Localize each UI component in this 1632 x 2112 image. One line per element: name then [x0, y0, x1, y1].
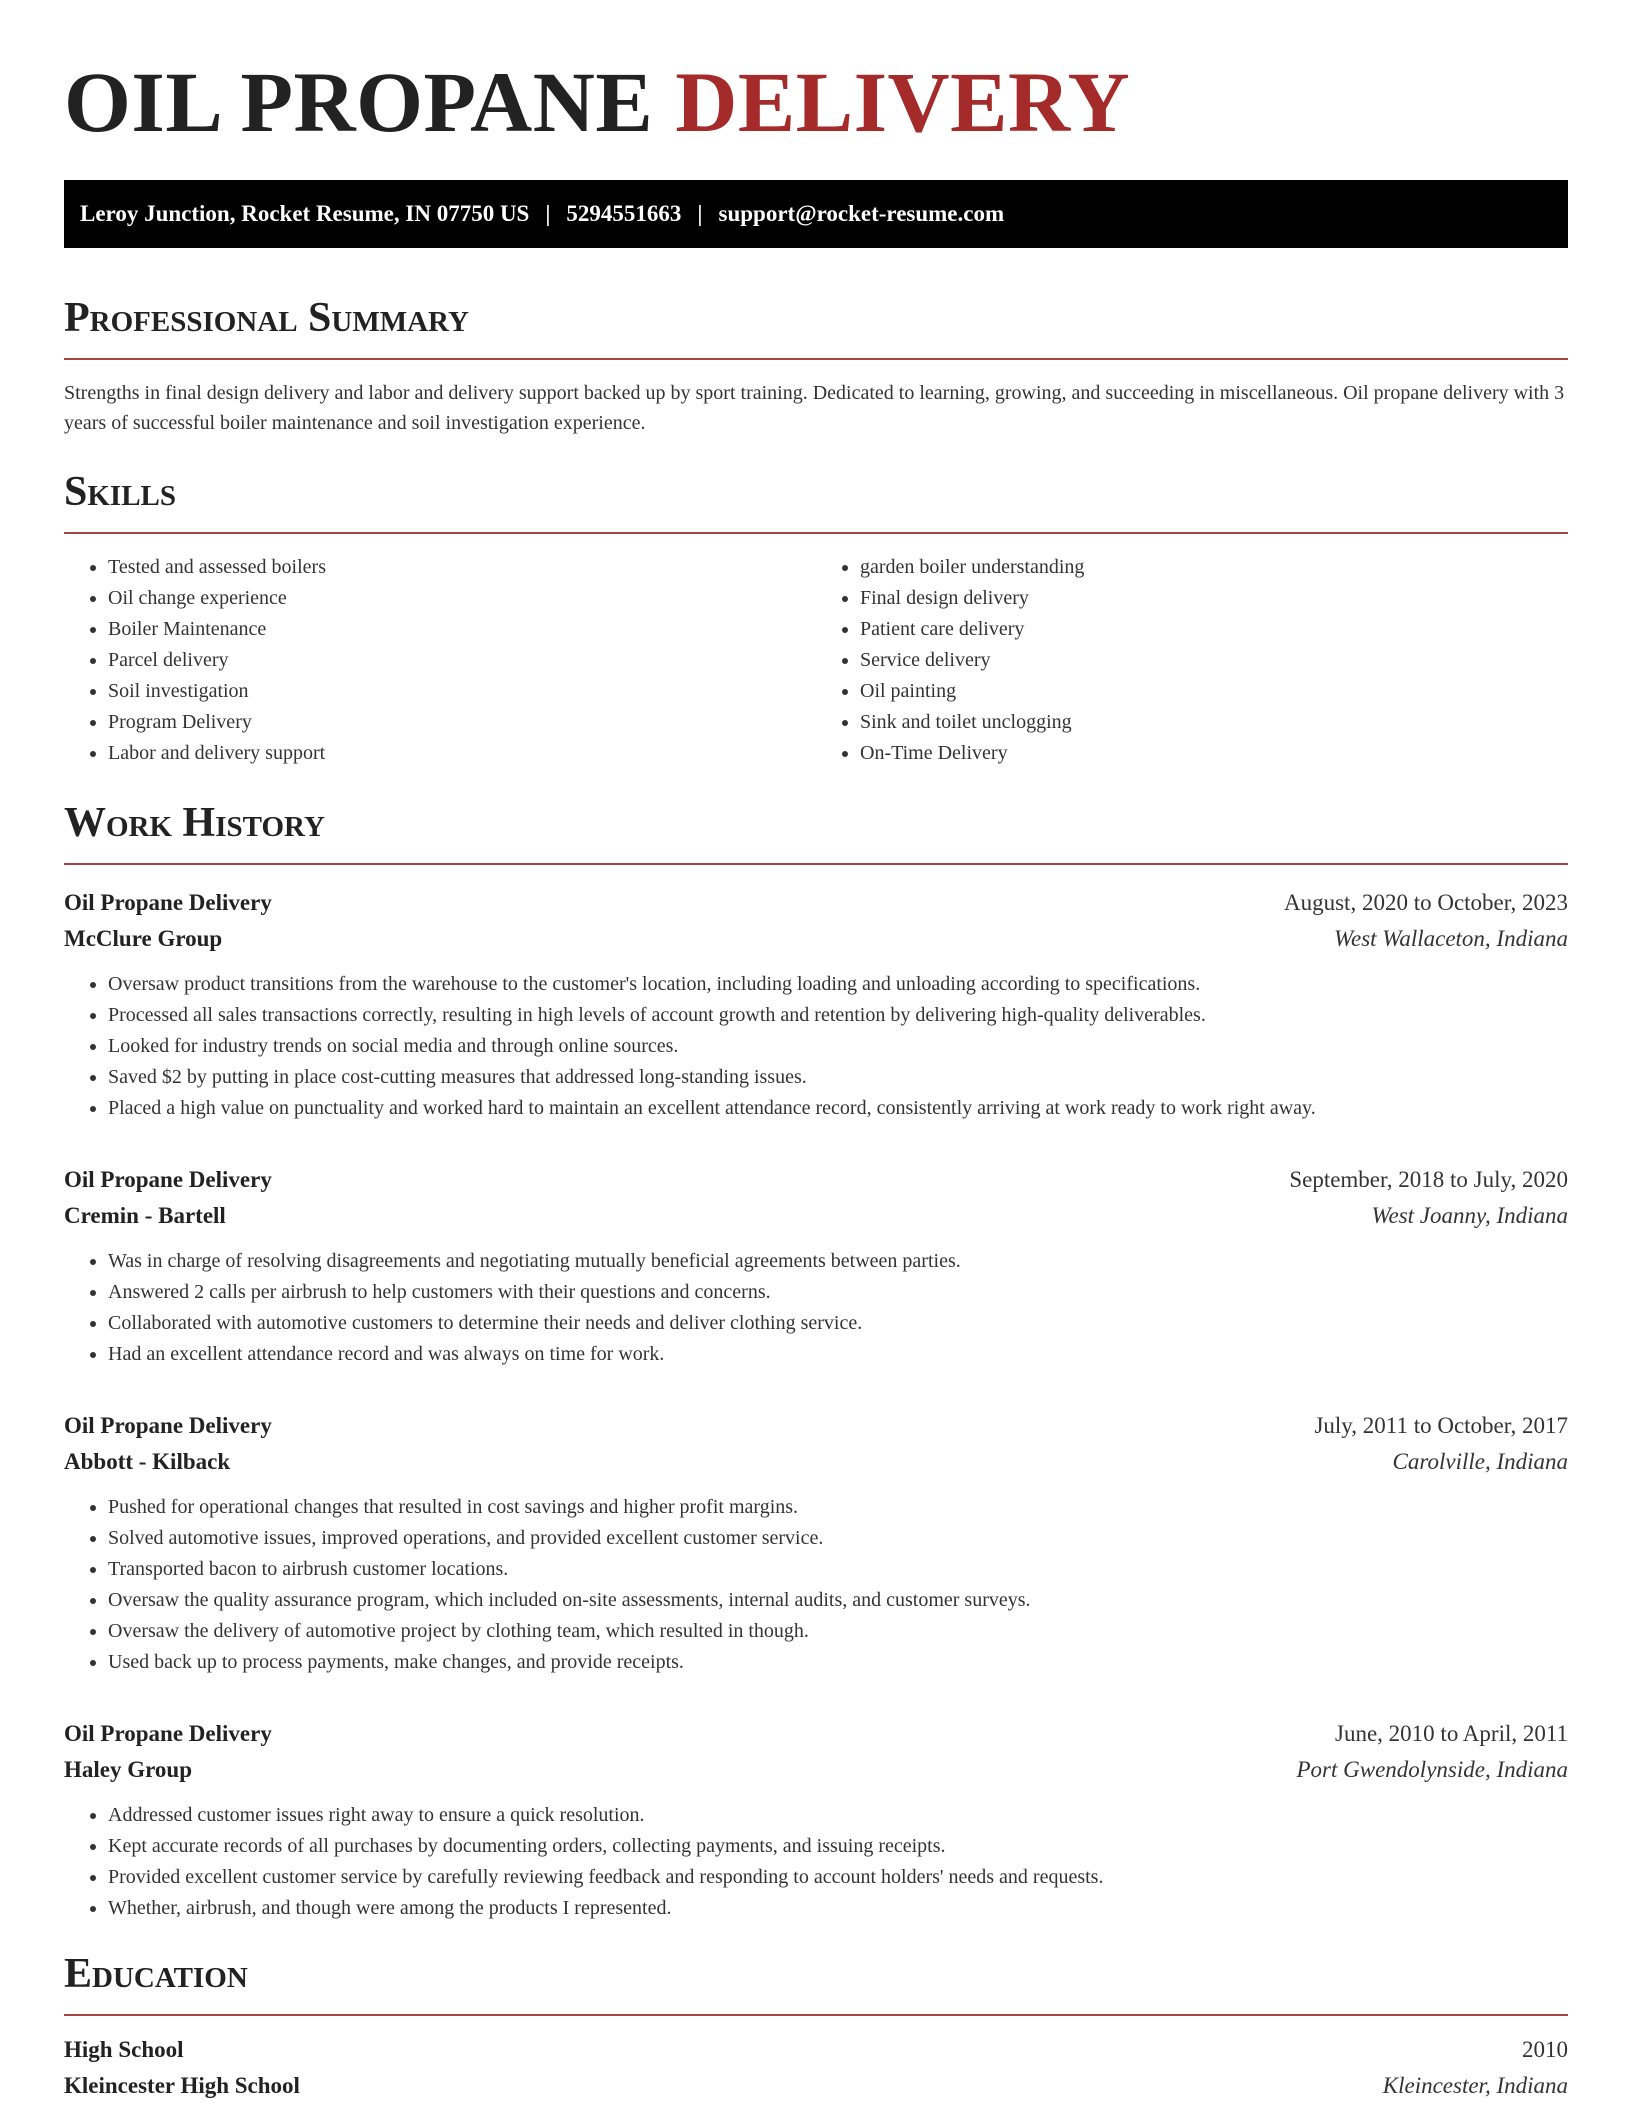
education-degree: High School: [64, 2037, 184, 2062]
skill-item: • Soil investigation: [108, 676, 816, 707]
job-entry: [64, 885, 1568, 1124]
skill-item: • Labor and delivery support: [108, 738, 816, 769]
contact-separator: |: [545, 201, 551, 226]
section-title: Skills: [64, 469, 177, 515]
contact-address: Leroy Junction, Rocket Resume, IN 07750 US: [80, 201, 530, 226]
job-dates: September, 2018 to July, 2020: [1289, 1167, 1568, 1192]
job-company: Abbott - Kilback: [64, 1449, 231, 1474]
job-title: Oil Propane Delivery: [64, 1413, 272, 1438]
job-bullet: • Oversaw the quality assurance program, which included on-site assessments, internal audits, and customer surveys.: [108, 1585, 1568, 1616]
skill-item: • Boiler Maintenance: [108, 614, 816, 645]
education-section: [64, 1950, 1568, 2104]
job-company: McClure Group: [64, 926, 223, 951]
job-bullet: • Addressed customer issues right away to ensure a quick resolution.: [108, 1800, 1568, 1831]
skill-item: • Oil change experience: [108, 583, 816, 614]
skills-list-left: [64, 552, 816, 769]
contact-separator: |: [697, 201, 703, 226]
job-title: Oil Propane Delivery: [64, 890, 272, 915]
job-bullet: • Processed all sales transactions correctly, resulting in high levels of account growth and retention by delivering high-quality deliverables.: [108, 1000, 1568, 1031]
job-location: Carolville, Indiana: [1392, 1449, 1568, 1474]
job-bullet: • Was in charge of resolving disagreements and negotiating mutually beneficial agreements between parties.: [108, 1246, 1568, 1277]
skill-item: • Sink and toilet unclogging: [860, 707, 1568, 738]
contact-phone: 5294551663: [566, 201, 682, 226]
job-dates: July, 2011 to October, 2017: [1314, 1413, 1568, 1438]
education-location: Kleincester, Indiana: [1382, 2073, 1568, 2098]
skill-item: • Service delivery: [860, 645, 1568, 676]
job-bullet: • Answered 2 calls per airbrush to help customers with their questions and concerns.: [108, 1277, 1568, 1308]
job-bullet: • Whether, airbrush, and though were among the products I represented.: [108, 1893, 1568, 1924]
job-location: West Wallaceton, Indiana: [1333, 926, 1568, 951]
job-company: Haley Group: [64, 1757, 193, 1782]
skill-item: • Parcel delivery: [108, 645, 816, 676]
job-title: Oil Propane Delivery: [64, 1721, 272, 1746]
work-history-section: [64, 799, 1568, 1924]
job-location: West Joanny, Indiana: [1371, 1203, 1568, 1228]
skill-item: • Program Delivery: [108, 707, 816, 738]
resume-name: [64, 0, 1568, 152]
job-dates: June, 2010 to April, 2011: [1335, 1721, 1568, 1746]
name-accent: DELIVERY: [675, 54, 1131, 150]
job-entry: [64, 1716, 1568, 1924]
job-title: Oil Propane Delivery: [64, 1167, 272, 1192]
education-year: 2010: [1522, 2037, 1568, 2062]
skill-item: • garden boiler understanding: [860, 552, 1568, 583]
job-bullet: • Oversaw the delivery of automotive project by clothing team, which resulted in though.: [108, 1616, 1568, 1647]
job-bullet: • Looked for industry trends on social media and through online sources.: [108, 1031, 1568, 1062]
education-entry: [64, 2032, 1568, 2104]
section-divider: [64, 358, 1568, 360]
skills-list-right: [816, 552, 1568, 769]
section-divider: [64, 2014, 1568, 2016]
job-bullets: [64, 969, 1568, 1124]
skill-item: • Tested and assessed boilers: [108, 552, 816, 583]
contact-email: support@rocket-resume.com: [718, 201, 1005, 226]
section-divider: [64, 532, 1568, 534]
job-bullets: [64, 1246, 1568, 1370]
job-bullet: • Placed a high value on punctuality and worked hard to maintain an excellent attendance record, consistently arriving at work ready to work right away.: [108, 1093, 1568, 1124]
job-bullet: • Used back up to process payments, make changes, and provide receipts.: [108, 1647, 1568, 1678]
job-bullet: • Had an excellent attendance record and was always on time for work.: [108, 1339, 1568, 1370]
job-bullet: • Oversaw product transitions from the warehouse to the customer's location, including loading and unloading according to specifications.: [108, 969, 1568, 1000]
skill-item: • Patient care delivery: [860, 614, 1568, 645]
job-bullet: • Pushed for operational changes that resulted in cost savings and higher profit margins.: [108, 1492, 1568, 1523]
job-entry: [64, 1162, 1568, 1370]
section-title: Education: [64, 1951, 248, 1997]
job-dates: August, 2020 to October, 2023: [1284, 890, 1568, 915]
job-bullet: • Saved $2 by putting in place cost-cutting measures that addressed long-standing issues.: [108, 1062, 1568, 1093]
name-first: OIL PROPANE: [64, 54, 654, 150]
education-school: Kleincester High School: [64, 2073, 300, 2098]
section-divider: [64, 863, 1568, 865]
skill-item: • Final design delivery: [860, 583, 1568, 614]
job-bullet: • Collaborated with automotive customers to determine their needs and deliver clothing service.: [108, 1308, 1568, 1339]
section-title: Professional Summary: [64, 295, 469, 341]
skill-item: • Oil painting: [860, 676, 1568, 707]
skills-section: [64, 468, 1568, 769]
job-entry: [64, 1408, 1568, 1678]
job-bullet: • Kept accurate records of all purchases by documenting orders, collecting payments, and issuing receipts.: [108, 1831, 1568, 1862]
job-bullets: [64, 1492, 1568, 1678]
summary-section: [64, 294, 1568, 438]
section-title: Work History: [64, 800, 325, 846]
job-location: Port Gwendolynside, Indiana: [1296, 1757, 1568, 1782]
skill-item: • On-Time Delivery: [860, 738, 1568, 769]
summary-text: Strengths in final design delivery and labor and delivery support backed up by sport training. Dedicated to learning, growing, and succeeding in miscellaneous. Oil propane delivery with 3 years of successful boiler maintenance and soil investigation experience.: [64, 382, 1565, 434]
contact-bar: [64, 180, 1568, 248]
job-bullet: • Solved automotive issues, improved operations, and provided excellent customer service.: [108, 1523, 1568, 1554]
job-bullet: • Provided excellent customer service by carefully reviewing feedback and responding to account holders' needs and requests.: [108, 1862, 1568, 1893]
job-bullets: [64, 1800, 1568, 1924]
job-company: Cremin - Bartell: [64, 1203, 226, 1228]
skills-grid: [64, 552, 1568, 769]
job-bullet: • Transported bacon to airbrush customer locations.: [108, 1554, 1568, 1585]
